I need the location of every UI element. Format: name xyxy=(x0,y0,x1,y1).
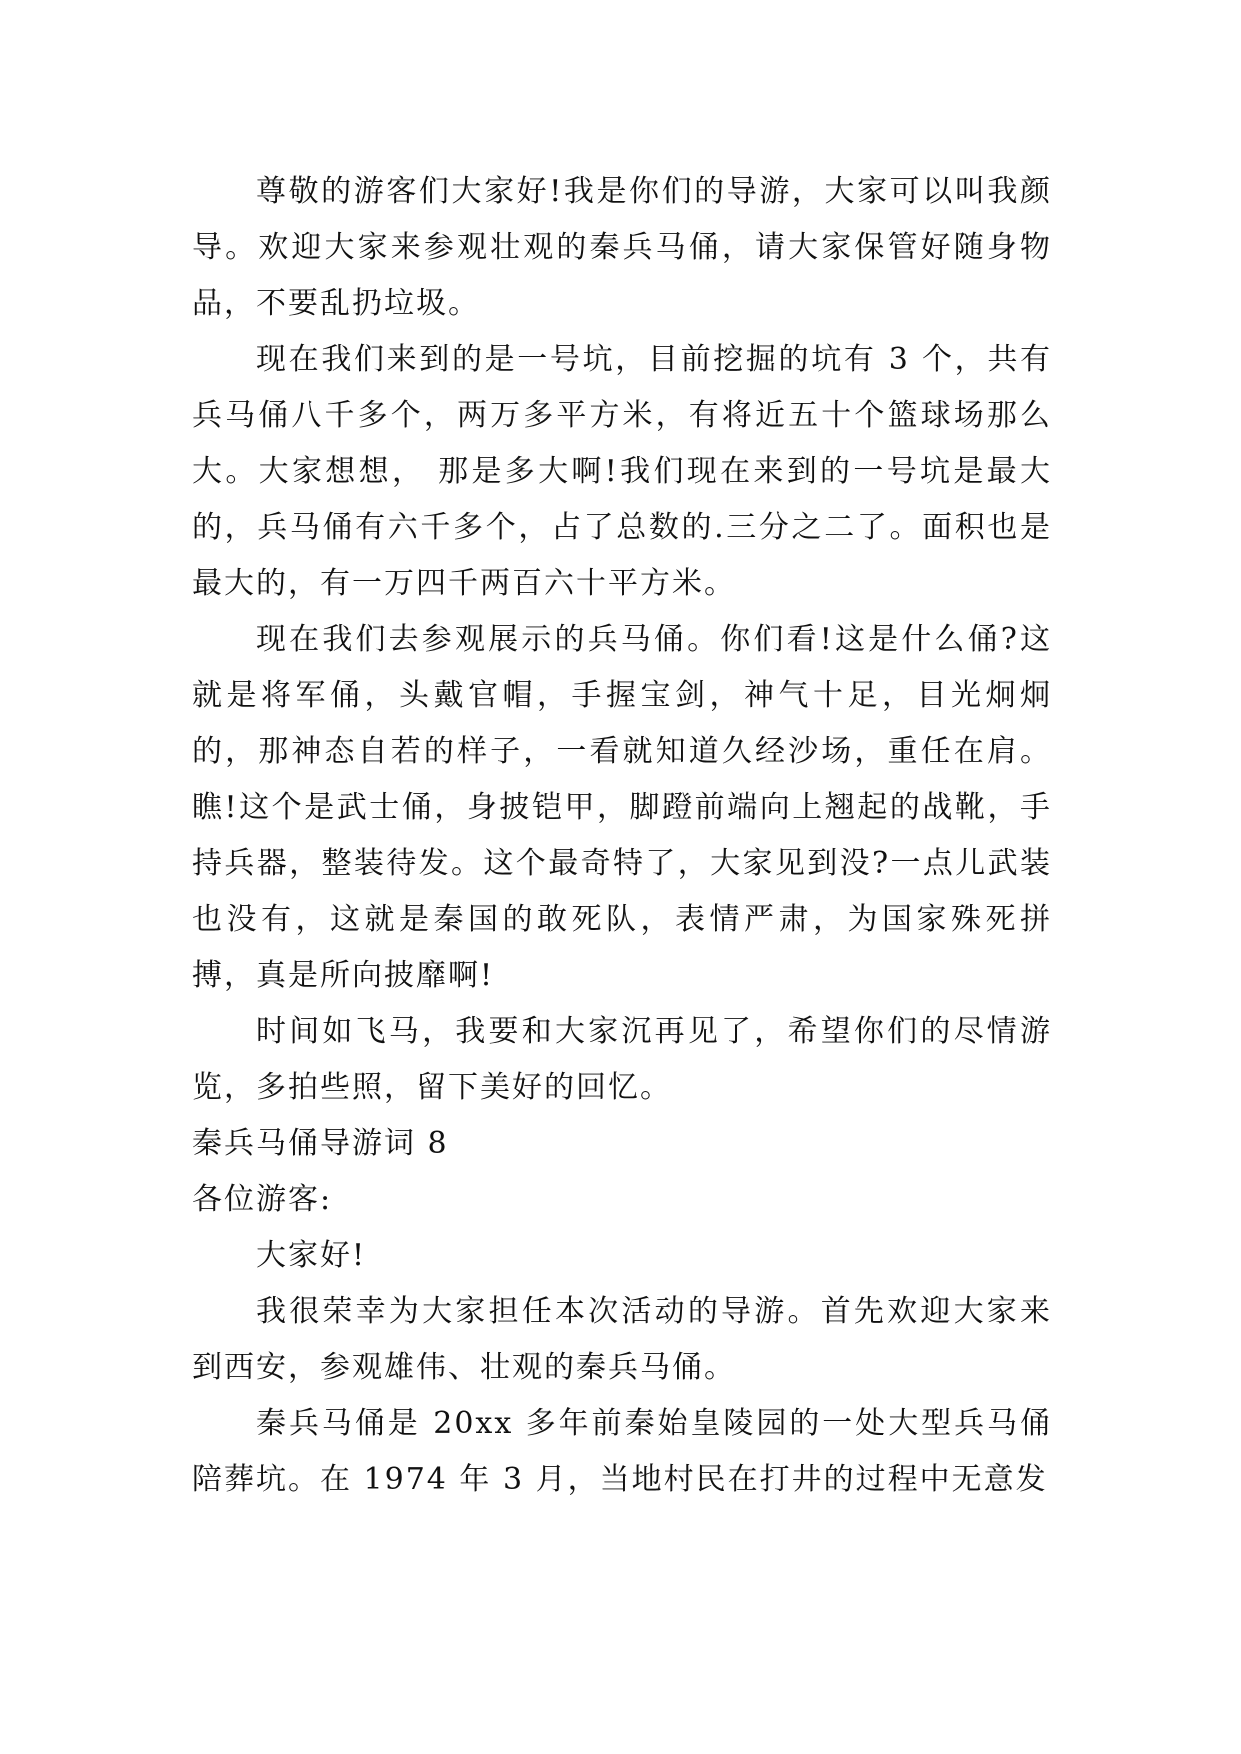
paragraph-pit-one: 现在我们来到的是一号坑，目前挖掘的坑有 3 个，共有兵马俑八千多个，两万多平方米，有将近五十个篮球场那么大。大家想想， 那是多大啊!我们现在来到的一号坑是最大的，兵马俑有六千多个，占了总数的.三分之二了。面积也是最大的，有一万四千两百六十平方米。 xyxy=(192,342,1052,601)
paragraph-greeting: 尊敬的游客们大家好!我是你们的导游，大家可以叫我颜导。欢迎大家来参观壮观的秦兵马俑，请大家保管好随身物品，不要乱扔垃圾。 xyxy=(192,174,1052,321)
paragraph-history: 秦兵马俑是 20xx 多年前秦始皇陵园的一处大型兵马俑陪葬坑。在 1974 年 3 月，当地村民在打井的过程中无意发 xyxy=(192,1406,1052,1497)
document-body xyxy=(192,164,1052,1508)
paragraph-welcome: 我很荣幸为大家担任本次活动的导游。首先欢迎大家来到西安，参观雄伟、壮观的秦兵马俑。 xyxy=(192,1294,1052,1385)
paragraph-warriors: 现在我们去参观展示的兵马俑。你们看!这是什么俑?这就是将军俑，头戴官帽，手握宝剑，神气十足，目光炯炯的，那神态自若的样子，一看就知道久经沙场，重任在肩。瞧!这个是武士俑，身披铠甲，脚蹬前端向上翘起的战靴，手持兵器，整装待发。这个最奇特了，大家见到没?一点儿武装也没有，这就是秦国的敢死队，表情严肃，为国家殊死拼搏，真是所向披靡啊! xyxy=(192,622,1052,993)
section-title: 秦兵马俑导游词 8 xyxy=(192,1126,449,1161)
salutation: 各位游客: xyxy=(192,1182,333,1217)
paragraph-farewell: 时间如飞马，我要和大家沉再见了，希望你们的尽情游览，多拍些照，留下美好的回忆。 xyxy=(192,1014,1052,1105)
paragraph-hello: 大家好! xyxy=(256,1238,367,1273)
